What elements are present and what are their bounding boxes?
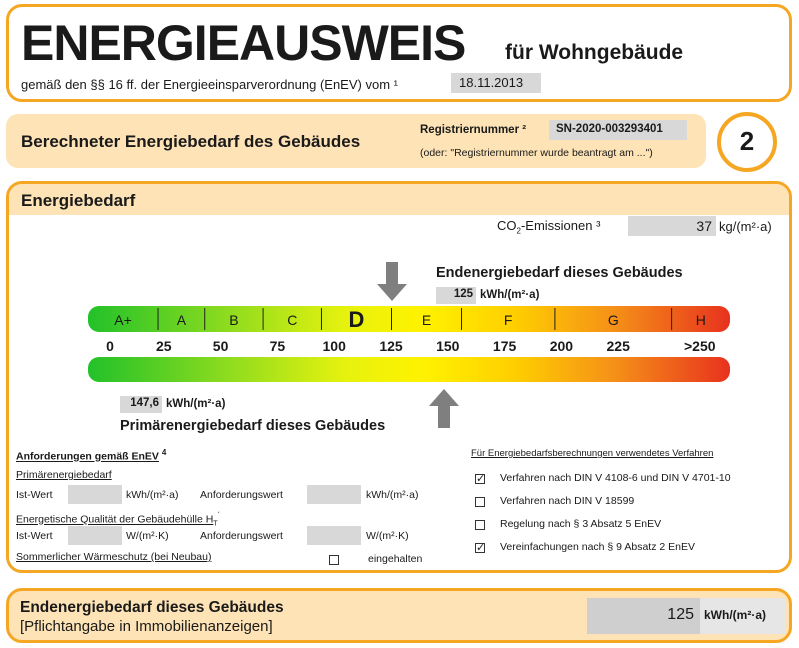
- verfahren-checkbox[interactable]: ✓: [476, 541, 486, 554]
- scale-tick-label: 150: [436, 338, 460, 354]
- co2-value: 37: [696, 218, 712, 234]
- registration-field: [549, 120, 687, 140]
- co2-unit: kg/(m²·a): [719, 219, 772, 234]
- scale-tick-label: 100: [322, 338, 346, 354]
- energy-class-f: F: [503, 312, 513, 328]
- anf-value-huelle-field[interactable]: [307, 526, 361, 545]
- footer-subtitle: [Pflichtangabe in Immobilienanzeigen]: [20, 618, 273, 635]
- date-field: [451, 73, 541, 93]
- footer-value-field: [587, 598, 700, 634]
- footer-box: [6, 588, 792, 643]
- registration-note: (oder: "Registriernummer wurde beantragt am ..."): [420, 147, 653, 159]
- ist-value-primary-field[interactable]: [68, 485, 122, 504]
- verfahren-label: Regelung nach § 3 Absatz 5 EnEV: [500, 518, 662, 530]
- law-reference: gemäß den §§ 16 ff. der Energieeinsparverordnung (EnEV) vom ¹: [21, 77, 398, 92]
- scale-tick-label: 175: [492, 338, 517, 354]
- end-energy-unit: kWh/(m²·a): [480, 289, 540, 301]
- anf-value-primary-field[interactable]: [307, 485, 361, 504]
- scale-tick-label: 25: [156, 338, 172, 354]
- ist-unit-primary: kWh/(m²·a): [126, 489, 179, 501]
- anf-unit-primary: kWh/(m²·a): [366, 489, 419, 501]
- verfahren-label: Vereinfachungen nach § 9 Absatz 2 EnEV: [500, 541, 695, 553]
- primary-energy-label: Primärenergiebedarf dieses Gebäudes: [120, 418, 386, 434]
- primary-energy-field: [120, 396, 162, 413]
- registration-number: SN-2020-003293401: [556, 123, 663, 135]
- scale-tick-label: 0: [106, 338, 114, 354]
- energiebedarf-title: Energiebedarf: [21, 191, 136, 210]
- section-title: Berechneter Energiebedarf des Gebäudes: [21, 132, 361, 151]
- co2-label: $CO_2$-Emissionen ³: [497, 218, 601, 236]
- summer-protection-checkbox[interactable]: [329, 555, 339, 565]
- end-energy-value: 125: [453, 288, 473, 300]
- primary-requirement-heading: Primärenergiebedarf: [16, 469, 112, 481]
- footer-title: Endenergiebedarf dieses Gebäudes: [20, 599, 284, 616]
- anf-label-primary: Anforderungswert: [200, 489, 283, 501]
- scale-tick-label: 75: [269, 338, 286, 354]
- footer-value: 125: [667, 606, 694, 623]
- scale-tick-label: 225: [606, 338, 630, 354]
- verfahren-checkbox[interactable]: [475, 497, 485, 507]
- header-box: [6, 4, 792, 102]
- ist-unit-huelle: W/(m²·K): [126, 530, 169, 542]
- end-energy-field: [436, 287, 476, 304]
- ist-label-primary: Ist-Wert: [16, 489, 53, 501]
- energy-class-e: E: [421, 312, 432, 328]
- scale-tick-label: 50: [212, 338, 229, 354]
- verfahren-label: Verfahren nach DIN V 18599: [500, 495, 635, 507]
- end-energy-label: Endenergiebedarf dieses Gebäudes: [436, 265, 683, 281]
- date-value: 18.11.2013: [459, 75, 524, 90]
- scale-bottom-bar: [88, 357, 730, 382]
- energiebedarf-header: [9, 184, 789, 215]
- verfahren-label: Verfahren nach DIN V 4108-6 und DIN V 4701-10: [500, 472, 731, 484]
- section-bar: [6, 114, 706, 168]
- scale-tick-label: >250: [684, 338, 716, 354]
- energy-class-d: D: [348, 307, 365, 332]
- energy-class-c: C: [287, 312, 298, 328]
- primary-energy-unit: kWh/(m²·a): [166, 398, 226, 410]
- energy-class-g: G: [607, 312, 619, 328]
- energy-class-aplus: A+: [114, 312, 132, 328]
- eingehalten-label: eingehalten: [368, 553, 423, 565]
- summer-protection-heading: Sommerlicher Wärmeschutz (bei Neubau): [16, 551, 212, 563]
- ist-label-huelle: Ist-Wert: [16, 530, 53, 542]
- scale-tick-label: 200: [549, 338, 574, 354]
- energy-class-h: H: [695, 312, 706, 328]
- registration-label: Registriernummer ²: [420, 124, 527, 136]
- scale-tick-label: 125: [379, 338, 403, 354]
- verfahren-checkbox[interactable]: [475, 520, 485, 530]
- verfahren-title: Für Energiebedarfsberechnungen verwendetes Verfahren: [471, 448, 714, 459]
- anf-label-huelle: Anforderungswert: [200, 530, 283, 542]
- co2-field: [628, 216, 716, 236]
- document-subtitle: für Wohngebäude: [505, 41, 684, 64]
- document-title: ENERGIEAUSWEIS: [21, 15, 466, 71]
- anforderungen-title: Anforderungen gemäß EnEV $^4$: [16, 448, 167, 463]
- page-number-badge: [717, 112, 777, 172]
- huelle-heading: Energetische Qualität der Gebäudehülle $H_T^´$: [16, 511, 221, 528]
- verfahren-checkbox[interactable]: ✓: [476, 472, 486, 485]
- anf-unit-huelle: W/(m²·K): [366, 530, 409, 542]
- primary-energy-arrow-icon: [428, 388, 460, 428]
- energy-class-a: A: [176, 312, 187, 328]
- energy-class-b: B: [229, 312, 239, 328]
- end-energy-arrow-icon: [376, 262, 408, 302]
- footer-unit: kWh/(m²·a): [704, 608, 766, 622]
- ist-value-huelle-field[interactable]: [68, 526, 122, 545]
- primary-energy-value: 147,6: [130, 397, 159, 409]
- page-number: 2: [739, 126, 755, 156]
- footer-unit-field: [700, 598, 785, 634]
